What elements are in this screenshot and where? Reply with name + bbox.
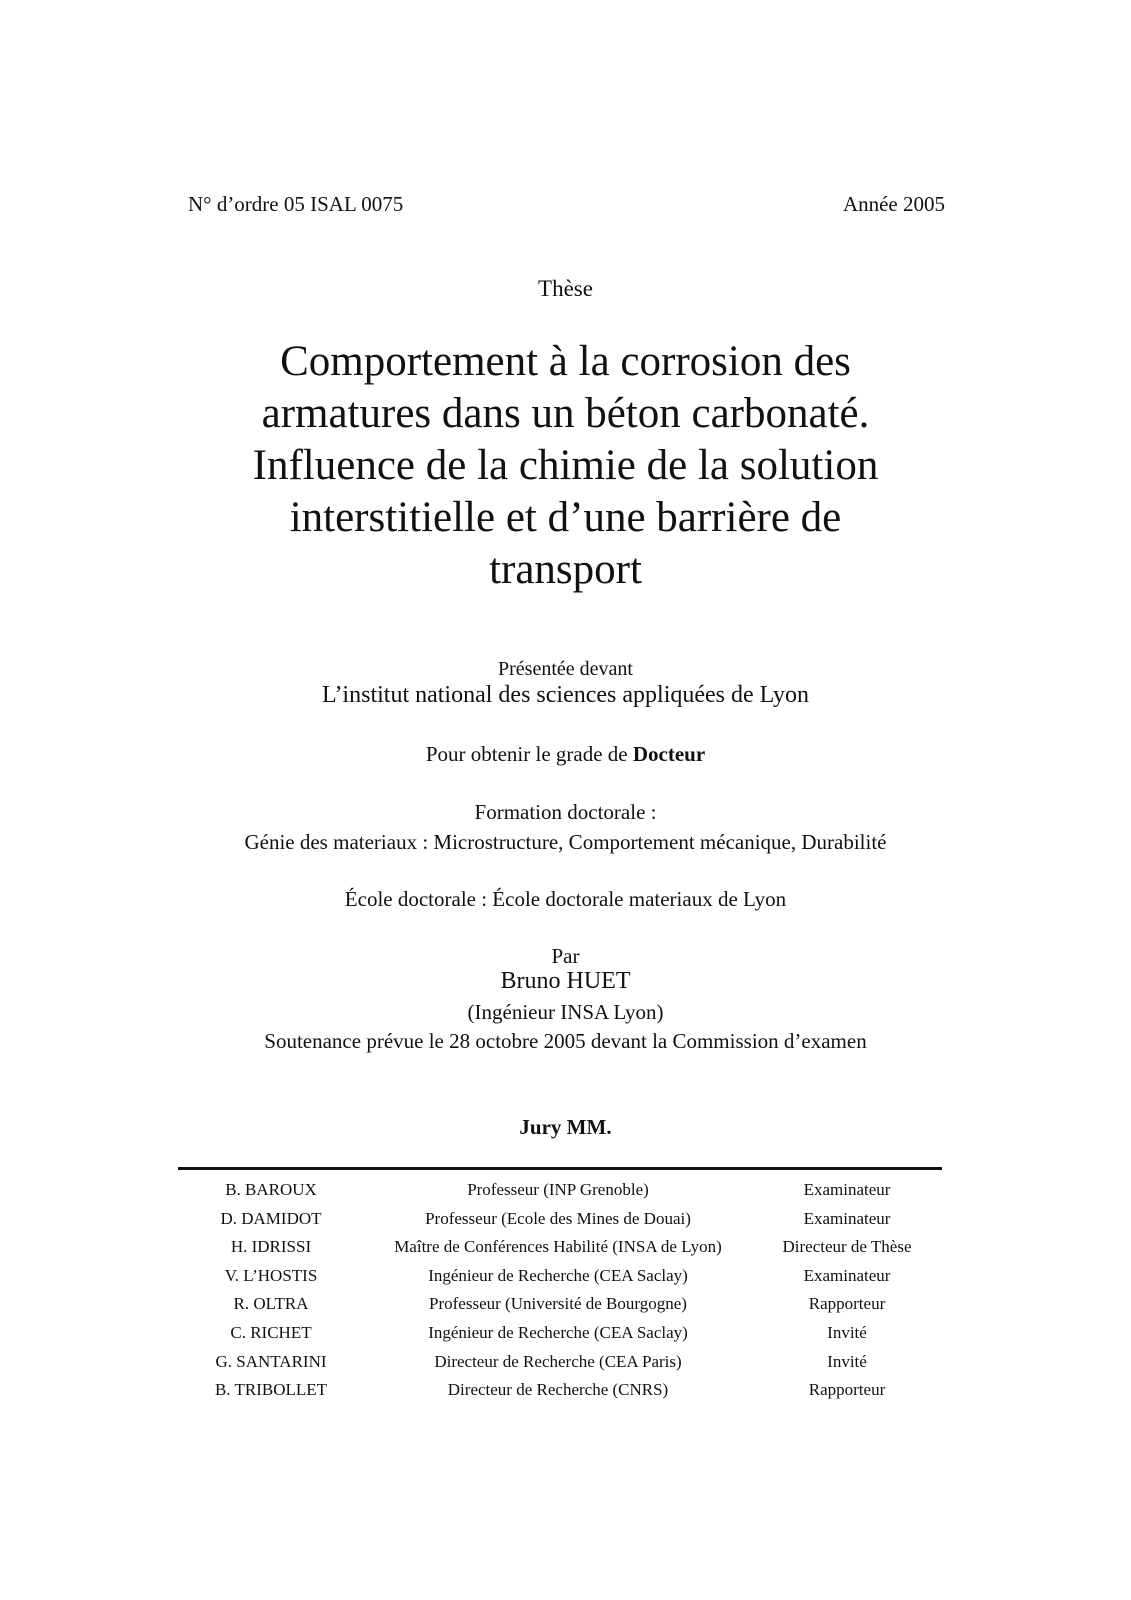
jury-member-name: B. TRIBOLLET (214, 1380, 328, 1400)
institution: L’institut national des sciences appliquées de Lyon (321, 682, 809, 708)
jury-title: Jury MM. (519, 1115, 612, 1139)
jury-member-position: Directeur de Recherche (CNRS) (447, 1380, 669, 1400)
jury-member-name: G. SANTARINI (215, 1351, 327, 1371)
jury-member-role: Examinateur (803, 1180, 891, 1199)
jury-member-role: Directeur de Thèse (782, 1237, 912, 1257)
presented-before: Présentée devant (498, 658, 633, 680)
author-affiliation: (Ingénieur INSA Lyon) (467, 1000, 664, 1024)
jury-member-role: Examinateur (803, 1265, 891, 1285)
formation-value: Génie des materiaux : Microstructure, Comportement mécanique, Durabilité (244, 830, 887, 854)
title-line: transport (489, 546, 642, 593)
thesis-title (190, 336, 941, 596)
defense-info: Soutenance prévue le 28 octobre 2005 devant la Commission d’examen (264, 1029, 867, 1053)
jury-member-name: V. L’HOSTIS (224, 1265, 318, 1285)
doctoral-school: École doctorale : École doctorale materiaux de Lyon (344, 887, 787, 911)
jury-member-name: D. DAMIDOT (220, 1208, 322, 1228)
degree-prefix: Pour obtenir le grade de (425, 742, 633, 766)
jury-row (178, 1319, 942, 1348)
jury-row (178, 1376, 942, 1405)
jury-row (178, 1262, 942, 1291)
formation-label: Formation doctorale : (474, 800, 657, 824)
jury-row (178, 1205, 942, 1234)
jury-member-position: Ingénieur de Recherche (CEA Saclay) (428, 1265, 688, 1285)
degree-name: Docteur (632, 742, 706, 766)
jury-row (178, 1176, 942, 1205)
jury-divider (178, 1167, 942, 1170)
jury-member-position: Maître de Conférences Habilité (INSA de Lyon) (394, 1237, 722, 1257)
order-number: N° d’ordre 05 ISAL 0075 (188, 192, 404, 216)
jury-row (178, 1290, 942, 1319)
jury-member-role: Rapporteur (808, 1380, 886, 1400)
title-line: Influence de la chimie de la solution (252, 442, 879, 489)
jury-member-role: Examinateur (803, 1208, 891, 1228)
jury-member-name: B. BAROUX (225, 1180, 317, 1199)
jury-member-position: Directeur de Recherche (CEA Paris) (434, 1351, 682, 1371)
jury-member-name: C. RICHET (230, 1322, 312, 1342)
jury-member-role: Invité (827, 1351, 867, 1371)
jury-member-name: R. OLTRA (233, 1294, 309, 1314)
title-line: Comportement à la corrosion des (280, 338, 851, 385)
degree-line (0, 742, 1131, 767)
title-line: interstitielle et d’une barrière de (289, 494, 842, 541)
jury-row (178, 1233, 942, 1262)
jury-member-position: Professeur (Université de Bourgogne) (429, 1294, 687, 1314)
jury-member-position: Professeur (Ecole des Mines de Douai) (425, 1208, 691, 1228)
by-label: Par (551, 944, 580, 968)
jury-member-role: Rapporteur (808, 1294, 886, 1314)
title-line: armatures dans un béton carbonaté. (261, 390, 870, 437)
jury-member-role: Invité (827, 1322, 867, 1342)
jury-member-position: Ingénieur de Recherche (CEA Saclay) (428, 1322, 688, 1342)
jury-member-name: H. IDRISSI (230, 1237, 312, 1257)
author-name: Bruno HUET (500, 968, 631, 994)
year: Année 2005 (842, 192, 945, 216)
document-type: Thèse (538, 276, 593, 301)
jury-row (178, 1348, 942, 1377)
jury-table (178, 1176, 942, 1405)
jury-member-position: Professeur (INP Grenoble) (467, 1180, 649, 1199)
